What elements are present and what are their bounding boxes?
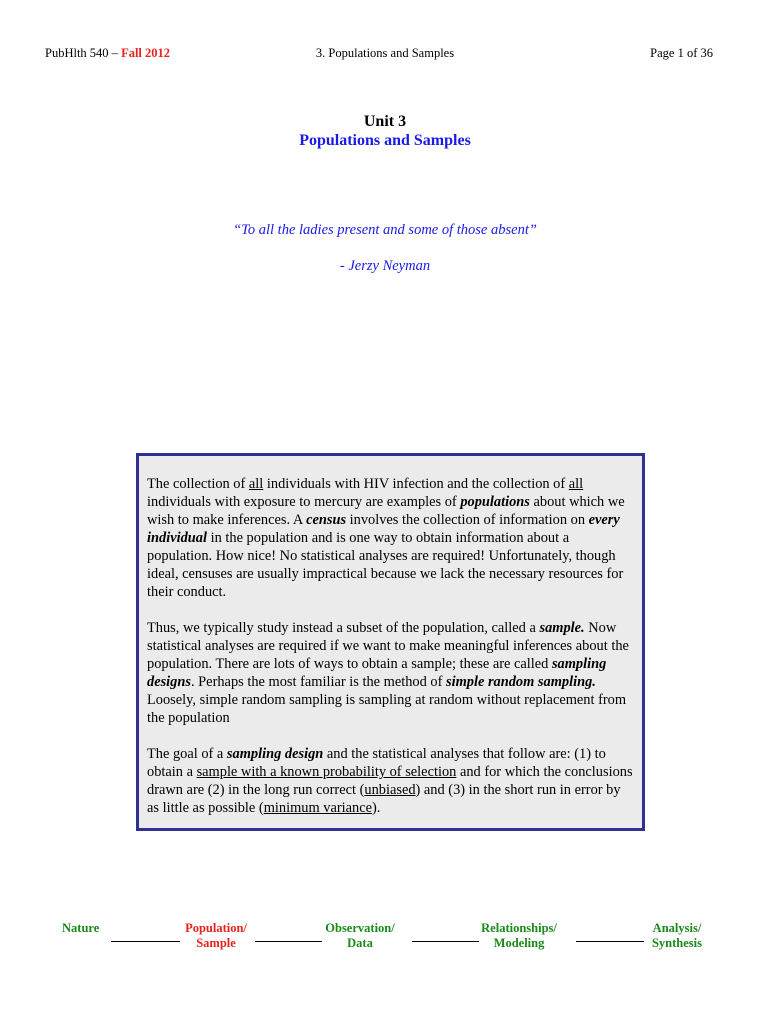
term-sampling-design: sampling design <box>226 746 324 762</box>
emphasis: unbiased <box>364 782 416 798</box>
page-title <box>0 112 770 150</box>
footer-divider <box>255 941 322 942</box>
footer-nature: Nature <box>62 921 100 935</box>
unit-number: Unit 3 <box>363 113 407 130</box>
term-sampling-designs: sampling designs <box>147 656 607 690</box>
footer-relationships: Relationships/ Modeling <box>481 921 557 950</box>
term-sample: sample. <box>539 620 585 636</box>
epigraph-quote: “To all the ladies present and some of those absent” <box>233 222 537 238</box>
term-every-individual: every individual <box>147 512 620 546</box>
footer-analysis: Analysis/ Synthesis <box>651 921 703 950</box>
footer-observation: Observation/ Data <box>325 921 395 950</box>
header-chapter: 3. Populations and Samples <box>315 46 455 60</box>
summary-box <box>136 453 645 831</box>
term-populations: populations <box>460 494 530 510</box>
term-simple-random-sampling: simple random sampling. <box>445 674 596 690</box>
term-census: census <box>306 512 347 528</box>
paragraph-populations: The collection of all individuals with HIV infection and the collection of all individuals with exposure to mercury are examples of populations about which we wish to make inferences. A census involves the collection of information on every individual in the population and is one way to obtain information about a population. How nice! No statistical analyses are required! Unfortunately, though ideal, censuses are usually impractical because we lack the necessary resources for their conduct. <box>147 476 625 600</box>
footer-population: Population/ Sample <box>185 921 247 950</box>
header-term: Fall 2012 <box>121 46 171 60</box>
paragraph-sample: Thus, we typically study instead a subset of the population, called a sample. Now statistical analyses are required if we want to make meaningful inferences about the population. There are lots of ways to obtain a sample; these are called sampling designs. Perhaps the most familiar is the method of simple random sampling. Loosely, simple random sampling is sampling at random without replacement from the population <box>147 620 629 726</box>
unit-subtitle: Populations and Samples <box>299 132 471 149</box>
footer-divider <box>576 941 644 942</box>
emphasis: all <box>568 476 584 492</box>
emphasis: all <box>248 476 264 492</box>
emphasis: sample with a known probability of selection <box>196 764 457 780</box>
paragraph-goal: The goal of a sampling design and the statistical analyses that follow are: (1) to obtain a sample with a known probability of selection and for which the conclusions drawn are (2) in the long run correct (unbiased) and (3) in the short run in error by as little as possible (minimum variance). <box>147 746 633 816</box>
footer-divider <box>412 941 479 942</box>
epigraph-attribution: - Jerzy Neyman <box>339 258 431 274</box>
header-page-number: Page 1 of 36 <box>650 46 713 60</box>
header-course-label: PubHlth 540 – <box>45 46 118 60</box>
emphasis: minimum variance <box>263 800 373 816</box>
footer-divider <box>111 941 180 942</box>
